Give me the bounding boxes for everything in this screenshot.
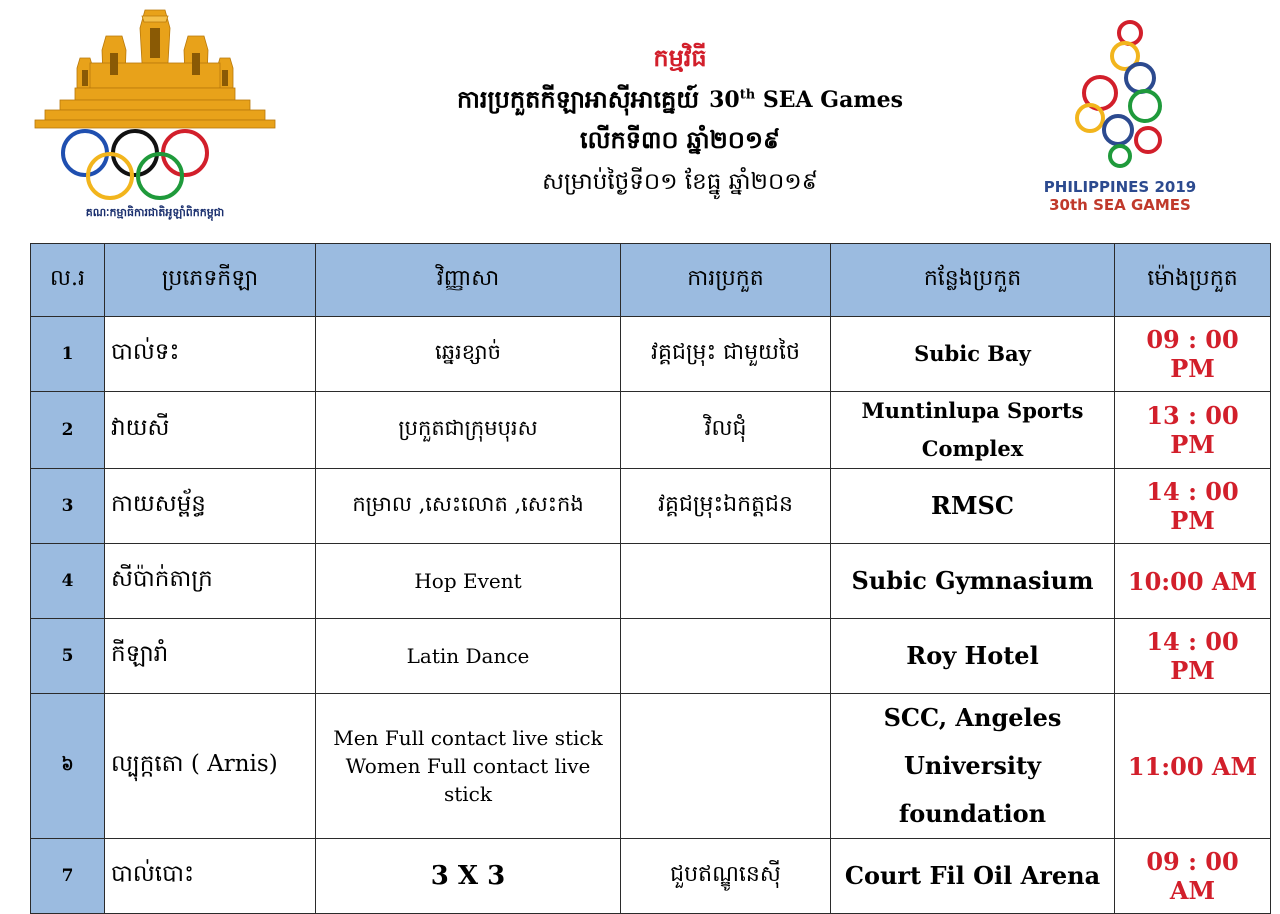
row-number: 4 [31,544,105,619]
document-header [0,0,1280,242]
games-title-en: 30th SEA Games [709,87,903,114]
round-cell: ជួបឥណ្ឌូនេស៊ី [621,839,831,914]
sea-games-rings-icon [1060,18,1180,168]
time-cell: 14 : 00 PM [1115,469,1271,544]
event-cell: 3 X 3 [316,839,621,914]
event-cell: កម្រាល ,សេះលោត ,សេះកង [316,469,621,544]
sea-games-logo-line2: 30th SEA GAMES [1049,196,1191,214]
program-title: កម្មវិធី [653,43,707,72]
venue-cell: RMSC [831,469,1115,544]
table-header-row [31,244,1271,317]
time-cell: 13 : 00 PM [1115,392,1271,469]
round-cell [621,544,831,619]
table-row [31,544,1271,619]
table-row [31,694,1271,839]
venue-cell: Subic Gymnasium [831,544,1115,619]
column-header-round: ការប្រកួត [621,244,831,317]
row-number: 1 [31,317,105,392]
sport-cell: វាយសី [105,392,316,469]
event-line: Men Full contact live stick [333,726,603,750]
round-cell: វិលជុំ [621,392,831,469]
sport-cell: សីប៉ាក់តាក្រ [105,544,316,619]
column-header-venue: កន្លែងប្រកួត [831,244,1115,317]
round-cell: វគ្គជម្រុះ ជាមួយថៃ [621,317,831,392]
row-number: ៦ [31,694,105,839]
org-name: គណៈកម្មាធិការជាតិអូឡាំពិកកម្ពុជា [85,206,225,219]
event-line: Women Full contact live stick [345,754,591,806]
table-row [31,839,1271,914]
sport-cell: កាយសម្ព័ន្ធ [105,469,316,544]
event-cell: ប្រកួតជាក្រុមបុរស [316,392,621,469]
column-header-time: ម៉ោងប្រកួត [1115,244,1271,317]
sport-cell: ល្បុក្កតោ ( Arnis) [105,694,316,839]
venue-line: Muntinlupa Sports [861,398,1084,423]
venue-line: Complex [921,436,1024,461]
schedule-date: សម្រាប់ថ្ងៃទី០១ ខែធ្នូ ឆ្នាំ២០១៩ [542,169,818,196]
row-number: 7 [31,839,105,914]
table-row [31,619,1271,694]
row-number: 3 [31,469,105,544]
sport-cell: បាល់បោះ [105,839,316,914]
time-cell: 09 : 00 PM [1115,317,1271,392]
edition-title: លើកទី៣០ ឆ្នាំ២០១៩ [580,125,780,155]
sea-games-logo [1040,18,1200,228]
venue-cell: Subic Bay [831,317,1115,392]
time-cell: 10:00 AM [1115,544,1271,619]
round-cell [621,619,831,694]
column-header-event: វិញ្ញាសា [316,244,621,317]
venue-line: University foundation [898,751,1047,828]
event-cell [316,694,621,839]
row-number: 5 [31,619,105,694]
time-cell: 14 : 00 PM [1115,619,1271,694]
games-title-khmer: ការប្រកួតកីឡាអាស៊ីអាគ្នេយ៍ [457,84,700,114]
table-row [31,317,1271,392]
time-cell: 11:00 AM [1115,694,1271,839]
event-cell: Latin Dance [316,619,621,694]
table-row [31,392,1271,469]
angkor-olympic-emblem-icon [30,8,280,208]
games-title [380,76,980,120]
row-number: 2 [31,392,105,469]
venue-cell [831,694,1115,839]
round-cell [621,694,831,839]
round-cell: វគ្គជម្រុះឯកត្តជន [621,469,831,544]
event-cell: Hop Event [316,544,621,619]
event-cell: ឆ្នេរខ្សាច់ [316,317,621,392]
schedule-table [30,243,1271,914]
sport-cell: កីឡារាំ [105,619,316,694]
venue-cell [831,392,1115,469]
column-header-number: ល.រ [31,244,105,317]
cambodia-olympic-logo [30,8,280,233]
table-row [31,469,1271,544]
sea-games-logo-line1: PHILIPPINES 2019 [1043,178,1197,196]
venue-line: SCC, Angeles [883,703,1062,732]
sport-cell: បាល់ទះ [105,317,316,392]
column-header-sport: ប្រភេទកីឡា [105,244,316,317]
venue-cell: Roy Hotel [831,619,1115,694]
venue-cell: Court Fil Oil Arena [831,839,1115,914]
title-block [380,40,980,204]
time-cell: 09 : 00 AM [1115,839,1271,914]
